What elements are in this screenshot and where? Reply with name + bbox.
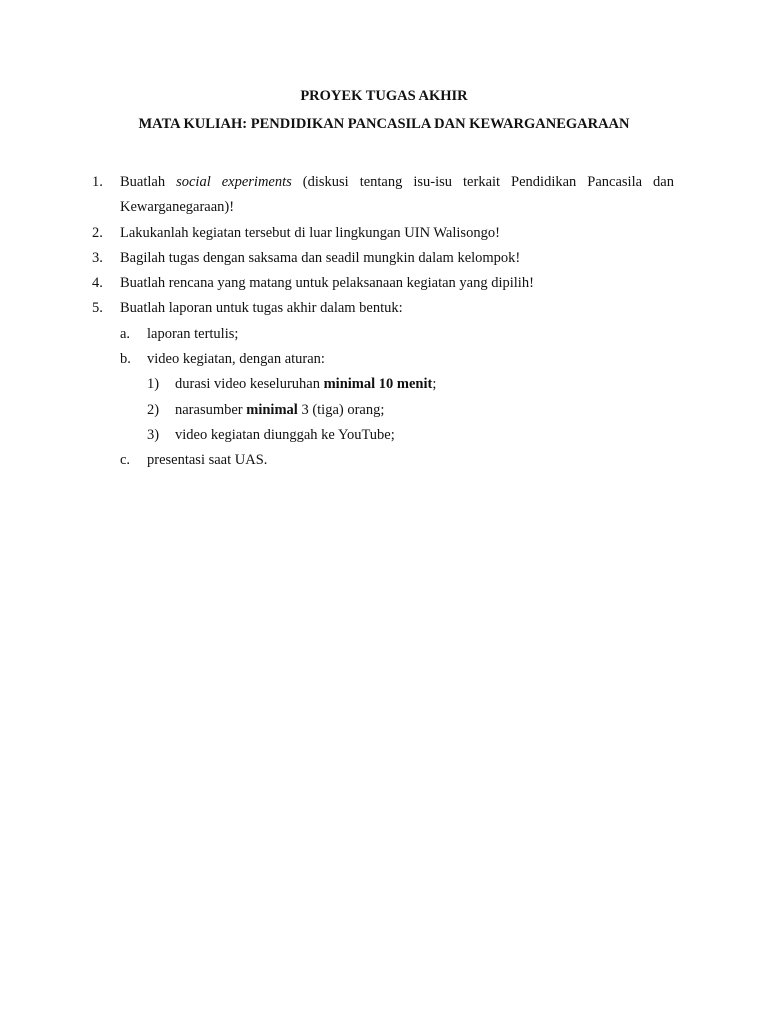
list-item-number: 3. [92, 249, 103, 266]
list-item-text: Buatlah rencana yang matang untuk pelaksanaan kegiatan yang dipilih! [120, 275, 534, 292]
sub-list-item-letter: a. [120, 325, 131, 342]
list-item-number: 1. [92, 174, 103, 190]
rule-item [0, 423, 768, 448]
sub-list-item [0, 322, 768, 347]
rule-item-text: durasi video keseluruhan minimal 10 menit; [175, 376, 437, 393]
rule-item-number: 1) [147, 376, 160, 393]
list-item [0, 170, 768, 221]
rule-item-number: 3) [147, 426, 160, 443]
bold-text: minimal [246, 401, 298, 418]
list-item [0, 246, 768, 271]
rule-item-text: narasumber minimal 3 (tiga) orang; [175, 401, 385, 418]
rule-item-number: 2) [147, 401, 160, 418]
list-item [0, 296, 768, 321]
list-item-number: 2. [92, 224, 103, 241]
sub-list-item-letter: b. [120, 351, 131, 368]
sub-list-item-letter: c. [120, 452, 131, 469]
list-item [0, 271, 768, 296]
sub-list-item [0, 448, 768, 473]
rule-item-text: video kegiatan diunggah ke YouTube; [175, 426, 395, 443]
rule-item [0, 372, 768, 397]
list-item-number: 5. [92, 300, 103, 317]
list-item-text: Buatlah social experiments (diskusi tentang isu-isu terkait Pendidikan Pancasila dan Kewarganegaraan)! [120, 174, 674, 216]
rule-item [0, 398, 768, 423]
sub-list-item [0, 347, 768, 372]
instruction-list [0, 170, 768, 474]
document-subtitle: MATA KULIAH: PENDIDIKAN PANCASILA DAN KEWARGANEGARAAN [138, 116, 630, 132]
sub-list-item-text: laporan tertulis; [147, 325, 239, 342]
sub-list-item-text: presentasi saat UAS. [147, 452, 268, 469]
list-item-number: 4. [92, 275, 103, 292]
emphasis-text: social experiments [176, 174, 292, 190]
document-title: PROYEK TUGAS AKHIR [300, 88, 468, 104]
bold-text: minimal 10 menit [323, 376, 433, 393]
list-item-text: Buatlah laporan untuk tugas akhir dalam bentuk: [120, 300, 403, 317]
list-item-text: Bagilah tugas dengan saksama dan seadil mungkin dalam kelompok! [120, 249, 521, 266]
list-item [0, 221, 768, 246]
sub-list-item-text: video kegiatan, dengan aturan: [147, 351, 325, 368]
list-item-text: Lakukanlah kegiatan tersebut di luar lingkungan UIN Walisongo! [120, 224, 500, 241]
